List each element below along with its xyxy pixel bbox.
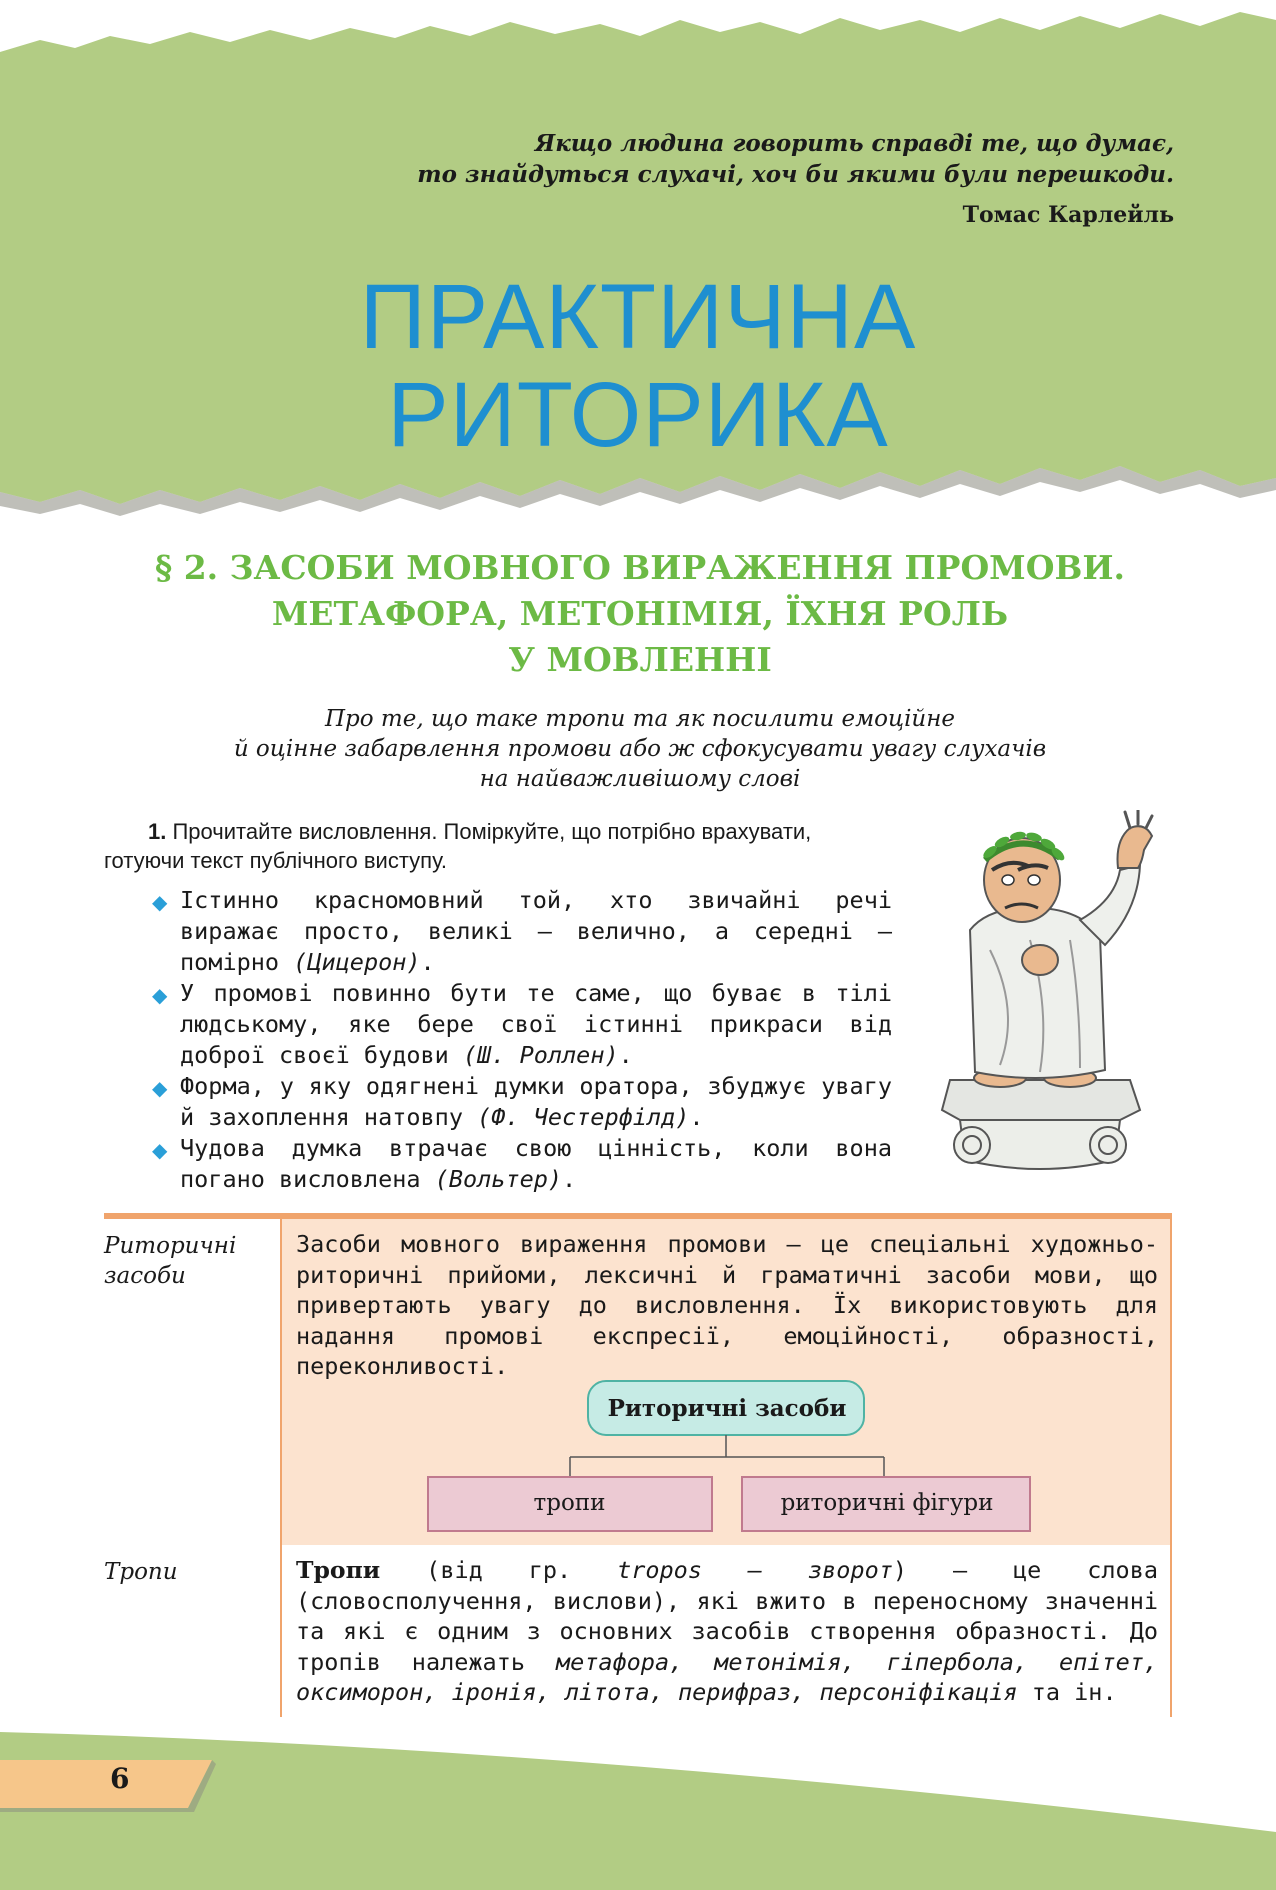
task-text: Прочитайте висловлення. Поміркуйте, що потрібно врахувати, готуючи текст публічного виступу. [104,819,812,873]
quote-text: Чудова думка втрачає свою цінність, коли вона погано висловлена [180,1134,892,1193]
definition-cell [280,1219,1172,1545]
table-row [104,1545,1172,1717]
quote-author: (Ф. Честерфілд) [477,1103,690,1131]
term-label: Риторичні засоби [104,1233,237,1289]
list-item: ◆ У промові повинно бути те саме, що буває в тілі людському, яке бере свої істинні прикраси від доброї своєї будови (Ш. Роллен). [152,979,892,1069]
paragraph-subtitle [140,704,1140,794]
quote-text: Істинно красномовний той, хто звичайні речі виражає просто, великі – велично, а середні – помірно [180,886,892,976]
diagram-leaf-tropes: тропи [533,1490,606,1516]
definition-text [296,1555,1158,1708]
list-item: ◆ Істинно красномовний той, хто звичайні речі виражає просто, великі – велично, а середні – помірно (Цицерон). [152,886,892,976]
quotes-list [148,885,892,1195]
paragraph-title [100,545,1180,683]
epigraph-line-1: Якщо людина говорить справді те, що думає, [534,130,1174,157]
definition-tail: та ін. [1017,1678,1117,1706]
footer-band [0,1720,1276,1890]
diagram-root-label: Риторичні засоби [607,1395,847,1422]
epigraph-quote [274,128,1174,190]
definition-head: Тропи [296,1556,381,1584]
page-number: 6 [110,1762,130,1795]
epigraph-author: Томас Карлейль [962,202,1174,228]
paragraph-title-line-2: МЕТАФОРА, МЕТОНІМІЯ, ЇХНЯ РОЛЬ [271,594,1009,633]
quote-author: (Вольтер) [434,1165,563,1193]
subtitle-line-1: Про те, що таке тропи та як посилити емоційне [324,706,956,732]
definition-list: метафора, метонімія, гіпербола, епітет, оксиморон, іронія, літота, перифраз, персоніфікація [296,1647,1159,1706]
quote-text: Форма, у яку одягнені думки оратора, збуджує увагу й захоплення натовпу [180,1072,892,1131]
list-item: ◆ Чудова думка втрачає свою цінність, коли вона погано висловлена (Вольтер). [152,1134,892,1193]
definitions-table [104,1219,1172,1717]
definition-cell [280,1545,1172,1717]
definition-body: ) – це слова (словосполучення, вислови), які вжито в переносному значенні та які є одним з основних засобів створення образності. До тропів належать [296,1556,1159,1676]
diagram-leaf-figures: риторичні фігури [780,1490,994,1516]
definition-text: Засоби мовного вираження промови – це спеціальні художньо-риторичні прийоми, лексичні й граматичні засоби мови, що привертають увагу до висловлення. Їх використовують для надання промові експресії, емоційності, образності, переконливості. [296,1230,1158,1380]
section-title-line-1: ПРАКТИЧНА [359,266,917,368]
cicero-illustration [930,810,1170,1180]
section-title-line-2: РИТОРИКА [387,364,889,466]
subtitle-line-2: й оцінне забарвлення промови або ж сфокусувати увагу слухачів [233,736,1047,762]
task-1 [104,817,892,875]
subtitle-line-3: на найважливішому слові [479,766,801,792]
term-label: Тропи [104,1559,178,1585]
section-title [0,268,1276,464]
diamond-bullet-icon: ◆ [152,1076,168,1100]
definition-open: (від гр. [380,1556,618,1584]
diamond-bullet-icon: ◆ [152,890,168,914]
page-number-tab [0,1760,212,1808]
task-number: 1. [148,819,167,844]
paragraph-title-line-3: У МОВЛЕННІ [508,640,772,679]
quote-author: (Ш. Роллен) [462,1041,619,1069]
epigraph-line-2: то знайдуться слухачі, хоч би якими були перешкоди. [417,161,1174,188]
quote-text: У промові повинно бути те саме, що буває в тілі людському, яке бере свої істинні прикраси від доброї своєї будови [180,979,892,1069]
definition-etymology: tropos – зворот [617,1556,893,1584]
paragraph-title-line-1: § 2. ЗАСОБИ МОВНОГО ВИРАЖЕННЯ ПРОМОВИ. [154,548,1126,587]
table-row [104,1219,1172,1545]
list-item: ◆ Форма, у яку одягнені думки оратора, збуджує увагу й захоплення натовпу (Ф. Честерфілд). [152,1072,892,1131]
diamond-bullet-icon: ◆ [152,983,168,1007]
quote-author: (Цицерон) [293,948,421,976]
diamond-bullet-icon: ◆ [152,1138,168,1162]
